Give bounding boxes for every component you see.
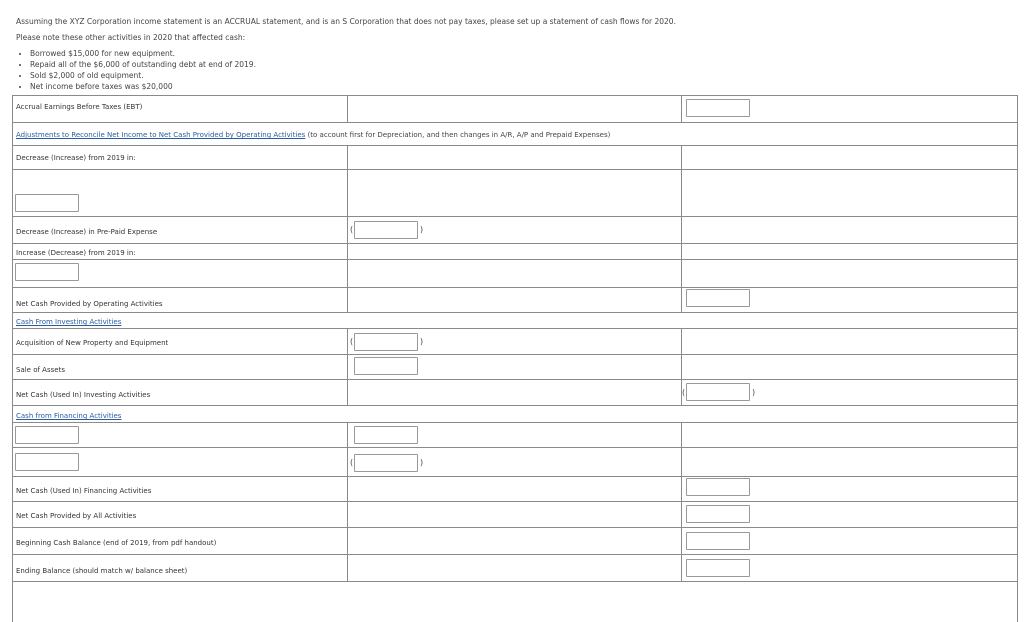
financing-label-input-2[interactable]	[15, 453, 79, 471]
activities-list	[16, 48, 676, 92]
list-item: • Net income before taxes was $20,000	[30, 81, 676, 92]
item-label-input-2[interactable]	[15, 263, 79, 281]
table-row	[12, 288, 1018, 313]
ebt-label: Accrual Earnings Before Taxes (EBT)	[16, 103, 143, 111]
instructions	[16, 14, 676, 92]
table-row	[12, 502, 1018, 528]
net-all-input[interactable]	[686, 505, 750, 523]
table-row	[12, 555, 1018, 582]
financing-label-input-1[interactable]	[15, 426, 79, 444]
table-row	[12, 528, 1018, 555]
open-paren: (	[350, 458, 354, 467]
table-row	[12, 313, 1018, 329]
beginning-balance-input[interactable]	[686, 532, 750, 550]
prepaid-amount-input[interactable]	[354, 221, 418, 239]
table-row	[12, 448, 1018, 477]
table-row	[12, 123, 1018, 146]
item-label-input-1[interactable]	[15, 194, 79, 212]
adjustments-link[interactable]: Adjustments to Reconcile Net Income to Net Cash Provided by Operating Activities	[16, 131, 306, 139]
increase-decrease-label: Increase (Decrease) from 2019 in:	[16, 249, 136, 257]
table-row	[12, 96, 1018, 123]
table-row	[12, 406, 1018, 423]
ending-balance-label: Ending Balance (should match w/ balance sheet)	[16, 567, 188, 575]
cash-flow-table	[12, 95, 1018, 575]
close-paren: )	[420, 458, 424, 467]
net-investing-input[interactable]	[686, 383, 750, 401]
ending-balance-input[interactable]	[686, 559, 750, 577]
net-all-label: Net Cash Provided by All Activities	[16, 512, 137, 520]
table-row	[12, 477, 1018, 502]
table-row	[12, 146, 1018, 170]
table-row	[12, 380, 1018, 406]
financing-amount-input-1[interactable]	[354, 426, 418, 444]
investing-header: Cash From Investing Activities	[16, 318, 122, 326]
table-row	[12, 355, 1018, 380]
decrease-increase-label: Decrease (Increase) from 2019 in:	[16, 154, 136, 162]
ebt-total-input[interactable]	[686, 99, 750, 117]
table-row	[12, 244, 1018, 260]
sale-assets-label: Sale of Assets	[16, 366, 65, 374]
table-row	[12, 170, 1018, 217]
financing-amount-input-2[interactable]	[354, 454, 418, 472]
list-item: • Borrowed $15,000 for new equipment.	[30, 48, 676, 59]
table-row	[12, 423, 1018, 448]
close-paren: )	[752, 388, 756, 397]
note-text: Please note these other activities in 2020 that affected cash:	[16, 33, 246, 42]
adjustments-note: (to account first for Depreciation, and then changes in A/R, A/P and Prepaid Expenses)	[305, 131, 611, 139]
net-operating-label: Net Cash Provided by Operating Activities	[16, 300, 163, 308]
beginning-balance-label: Beginning Cash Balance (end of 2019, from pdf handout)	[16, 539, 217, 547]
table-row	[12, 260, 1018, 288]
prepaid-label: Decrease (Increase) in Pre-Paid Expense	[16, 228, 158, 236]
net-financing-label: Net Cash (Used In) Financing Activities	[16, 487, 152, 495]
sale-assets-amount-input[interactable]	[354, 357, 418, 375]
acquisition-amount-input[interactable]	[354, 333, 418, 351]
net-operating-input[interactable]	[686, 289, 750, 307]
close-paren: )	[420, 225, 424, 234]
table-row	[12, 329, 1018, 355]
list-item: • Repaid all of the $6,000 of outstanding debt at end of 2019.	[30, 59, 676, 70]
open-paren: (	[682, 388, 686, 397]
table-row	[12, 217, 1018, 244]
close-paren: )	[420, 337, 424, 346]
open-paren: (	[350, 225, 354, 234]
table-trailing-space	[12, 582, 1018, 622]
acquisition-label: Acquisition of New Property and Equipment	[16, 339, 169, 347]
question-text: Assuming the XYZ Corporation income statement is an ACCRUAL statement, and is an S Corporation that does not pay taxes, please set up a statement of cash flows for 2020.	[16, 17, 676, 26]
list-item: • Sold $2,000 of old equipment.	[30, 70, 676, 81]
open-paren: (	[350, 337, 354, 346]
net-financing-input[interactable]	[686, 478, 750, 496]
net-investing-label: Net Cash (Used In) Investing Activities	[16, 391, 151, 399]
financing-header: Cash from Financing Activities	[16, 412, 122, 420]
